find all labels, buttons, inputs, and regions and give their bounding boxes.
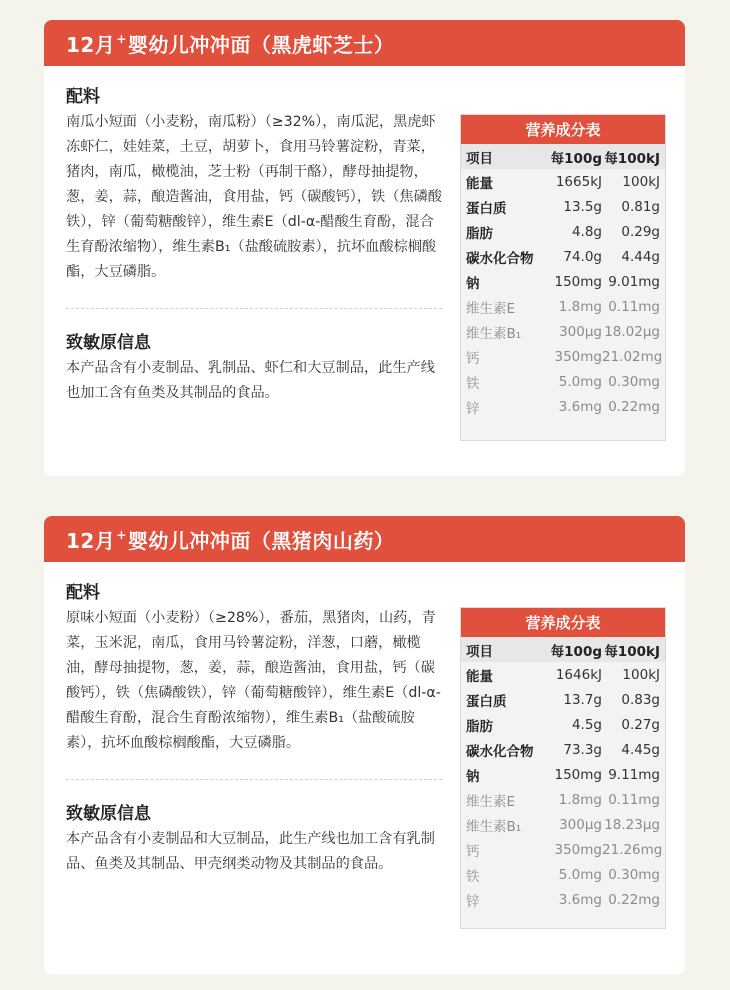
value-per100g: 350mg — [554, 841, 602, 858]
value-per100g: 350mg — [554, 348, 602, 365]
value-per100kj: 0.83g — [621, 691, 660, 708]
nutrition-row — [461, 169, 665, 194]
nutrition-row — [461, 712, 665, 737]
value-per100g: 4.8g — [571, 223, 602, 240]
nutrition-row — [461, 194, 665, 219]
nutrition-row — [461, 662, 665, 687]
allergen-text: 本产品含有小麦制品、乳制品、虾仁和大豆制品，此生产线也加工含有鱼类及其制品的食品。 — [66, 360, 435, 401]
nutrient-name: 维生素B₁ — [466, 818, 522, 835]
value-per100g: 1.8mg — [558, 791, 602, 808]
nutrient-name: 脂肪 — [466, 225, 493, 242]
nutrition-row — [461, 862, 665, 887]
value-per100g: 74.0g — [563, 248, 602, 265]
product-title-banner — [44, 516, 685, 562]
col-item: 项目 — [466, 150, 493, 167]
value-per100kj: 21.02mg — [602, 348, 663, 365]
value-per100kj: 18.23μg — [604, 816, 660, 833]
value-per100kj: 0.11mg — [608, 791, 660, 808]
nutrition-row — [461, 294, 665, 319]
nutrient-name: 锌 — [466, 400, 480, 417]
value-per100g: 1665kJ — [555, 173, 602, 190]
value-per100kj: 0.11mg — [608, 298, 660, 315]
nutrient-name: 维生素E — [466, 300, 516, 317]
nutrient-name: 蛋白质 — [466, 200, 507, 217]
divider — [66, 779, 442, 780]
value-per100kj: 9.11mg — [608, 766, 660, 783]
ingredients-text: 原味小短面（小麦粉）（≥28%），番茄，黑猪肉，山药，青菜，玉米泥，南瓜，食用马铃薯淀粉，洋葱，口蘑，橄榄油，酵母抽提物，葱，姜，蒜，酿造酱油，食用盐，钙（碳酸钙），铁（焦磷酸铁），锌（葡萄糖酸锌），维生素E（dl-α-醋酸生育酚，混合生育酚浓缩物），维生素B₁（盐酸硫胺素），抗坏血酸棕榈酸酯，大豆磷脂。 — [66, 610, 441, 751]
nutrient-name: 脂肪 — [466, 718, 493, 735]
nutrition-row — [461, 737, 665, 762]
col-per100g: 每100g — [550, 643, 602, 660]
product-card-shrimp-cheese — [44, 20, 685, 476]
nutrition-row — [461, 837, 665, 862]
title-name: 婴幼儿冲冲面（黑猪肉山药） — [127, 528, 395, 553]
nutrition-row — [461, 394, 665, 419]
value-per100kj: 21.26mg — [602, 841, 663, 858]
title-age: 12月 — [66, 32, 116, 57]
value-per100g: 73.3g — [563, 741, 602, 758]
nutrient-name: 碳水化合物 — [466, 743, 534, 760]
value-per100g: 3.6mg — [558, 398, 602, 415]
title-plus: + — [116, 32, 127, 46]
ingredients-section — [66, 82, 442, 406]
value-per100g: 13.7g — [563, 691, 602, 708]
nutrition-row — [461, 269, 665, 294]
nutrition-table — [460, 114, 666, 441]
nutrient-name: 蛋白质 — [466, 693, 507, 710]
ingredients-section — [66, 578, 442, 877]
nutrition-row — [461, 244, 665, 269]
col-per100g: 每100g — [550, 150, 602, 167]
nutrition-table — [460, 607, 666, 929]
value-per100g: 4.5g — [571, 716, 602, 733]
value-per100g: 1646kJ — [555, 666, 602, 683]
value-per100g: 1.8mg — [558, 298, 602, 315]
nutrient-name: 锌 — [466, 893, 480, 910]
value-per100kj: 100kJ — [622, 666, 660, 683]
nutrient-name: 铁 — [466, 375, 480, 392]
nutrition-table-title: 营养成分表 — [461, 115, 665, 144]
title-plus: + — [116, 528, 127, 542]
nutrient-name: 铁 — [466, 868, 480, 885]
nutrient-name: 钠 — [466, 275, 480, 292]
nutrient-name: 碳水化合物 — [466, 250, 534, 267]
value-per100kj: 100kJ — [622, 173, 660, 190]
value-per100g: 5.0mg — [558, 373, 602, 390]
ingredients-text: 南瓜小短面（小麦粉，南瓜粉）（≥32%），南瓜泥，黑虎虾冻虾仁，娃娃菜，土豆，胡萝卜，食用马铃薯淀粉，青菜，猪肉，南瓜，橄榄油，芝士粉（再制干酪），酵母抽提物，葱，姜，蒜，酿造酱油，食用盐，钙（碳酸钙），铁（焦磷酸铁），锌（葡萄糖酸锌），维生素E（dl-α-醋酸生育酚，混合生育酚浓缩物），维生素B₁（盐酸硫胺素），抗坏血酸棕榈酸酯，大豆磷脂。 — [66, 114, 442, 280]
nutrition-table-title: 营养成分表 — [461, 608, 665, 637]
nutrition-header-row — [461, 637, 665, 662]
nutrition-row — [461, 887, 665, 912]
value-per100kj: 0.30mg — [608, 866, 660, 883]
value-per100g: 13.5g — [563, 198, 602, 215]
value-per100kj: 9.01mg — [608, 273, 660, 290]
value-per100kj: 0.22mg — [608, 398, 660, 415]
nutrition-row — [461, 344, 665, 369]
nutrient-name: 钠 — [466, 768, 480, 785]
value-per100kj: 4.45g — [621, 741, 660, 758]
nutrition-header-row — [461, 144, 665, 169]
nutrition-row — [461, 787, 665, 812]
nutrient-name: 钙 — [466, 843, 480, 860]
value-per100kj: 4.44g — [621, 248, 660, 265]
value-per100g: 300μg — [559, 816, 602, 833]
allergen-heading: 致敏原信息 — [66, 804, 151, 824]
ingredients-heading: 配料 — [66, 87, 100, 107]
value-per100g: 150mg — [554, 273, 602, 290]
nutrition-row — [461, 812, 665, 837]
nutrition-row — [461, 319, 665, 344]
product-card-pork-yam — [44, 516, 685, 974]
value-per100kj: 0.81g — [621, 198, 660, 215]
allergen-heading: 致敏原信息 — [66, 333, 151, 353]
value-per100g: 5.0mg — [558, 866, 602, 883]
value-per100kj: 0.22mg — [608, 891, 660, 908]
nutrient-name: 钙 — [466, 350, 480, 367]
divider — [66, 308, 442, 309]
value-per100g: 3.6mg — [558, 891, 602, 908]
value-per100g: 150mg — [554, 766, 602, 783]
nutrition-row — [461, 369, 665, 394]
col-per100kj: 每100kJ — [604, 150, 660, 167]
nutrient-name: 能量 — [466, 175, 493, 192]
value-per100kj: 18.02μg — [604, 323, 660, 340]
allergen-text: 本产品含有小麦制品和大豆制品，此生产线也加工含有乳制品、鱼类及其制品、甲壳纲类动物及其制品的食品。 — [66, 831, 435, 872]
col-item: 项目 — [466, 643, 493, 660]
title-name: 婴幼儿冲冲面（黑虎虾芝士） — [127, 32, 395, 57]
col-per100kj: 每100kJ — [604, 643, 660, 660]
nutrient-name: 能量 — [466, 668, 493, 685]
value-per100kj: 0.29g — [621, 223, 660, 240]
nutrient-name: 维生素B₁ — [466, 325, 522, 342]
title-age: 12月 — [66, 528, 116, 553]
value-per100kj: 0.27g — [621, 716, 660, 733]
nutrient-name: 维生素E — [466, 793, 516, 810]
nutrition-row — [461, 762, 665, 787]
value-per100kj: 0.30mg — [608, 373, 660, 390]
value-per100g: 300μg — [559, 323, 602, 340]
nutrition-row — [461, 687, 665, 712]
nutrition-row — [461, 219, 665, 244]
ingredients-heading: 配料 — [66, 583, 100, 603]
product-title-banner — [44, 20, 685, 66]
